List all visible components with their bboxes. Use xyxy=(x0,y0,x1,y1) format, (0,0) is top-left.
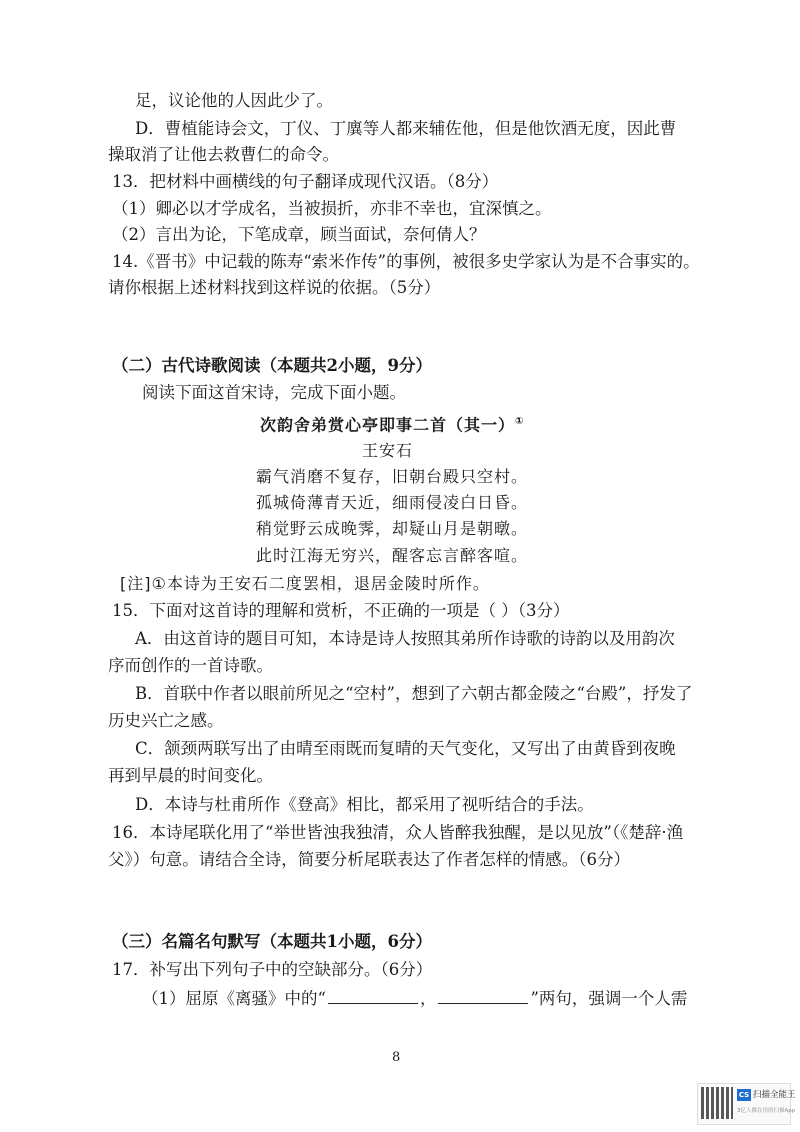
option-line: A．由这首诗的题目可知，本诗是诗人按照其弟所作诗歌的诗韵以及用韵次 xyxy=(135,629,675,648)
scanner-sub: 3亿人都在用的扫描App xyxy=(737,1108,796,1114)
poetry-intro: 阅读下面这首宋诗，完成下面小题。 xyxy=(142,383,406,402)
scanner-watermark xyxy=(697,1083,796,1125)
qr-code-icon xyxy=(701,1087,733,1119)
question-16-cont: 父》）句意。请结合全诗，简要分析尾联表达了作者怎样的情感。（6分） xyxy=(108,850,630,869)
answer-blank[interactable] xyxy=(328,987,418,1004)
option-line: 再到早晨的时间变化。 xyxy=(108,766,273,785)
camscanner-logo: CS xyxy=(738,1091,750,1099)
option-line: D．本诗与杜甫所作《登高》相比，都采用了视听结合的手法。 xyxy=(135,795,594,814)
poem-verse: 孤城倚薄青天近，细雨侵凌白日昏。 xyxy=(256,493,529,512)
option-line: 历史兴亡之感。 xyxy=(108,711,224,730)
question-14: 14.《晋书》中记载的陈寿“索米作传”的事例，被很多史学家认为是不合事实的。 xyxy=(112,252,700,271)
option-line: 序而创作的一首诗歌。 xyxy=(108,656,273,675)
answer-blank[interactable] xyxy=(438,987,528,1004)
section-heading-recitation: （三）名篇名句默写（本题共1小题，6分） xyxy=(112,932,432,951)
scanner-name: 扫描全能王 xyxy=(753,1090,796,1100)
poem-verse: 此时江海无穷兴，醒客忘言醉客喧。 xyxy=(256,546,529,565)
question-13-item-2: （2）言出为论，下笔成章，顾当面试，奈何倩人？ xyxy=(112,225,486,244)
poem-author: 王安石 xyxy=(362,441,414,460)
option-line: C．颔颈两联写出了由晴至雨既而复晴的天气变化，又写出了由黄昏到夜晚 xyxy=(135,739,676,758)
text-line: 操取消了让他去救曹仁的命令。 xyxy=(108,145,339,164)
poem-title xyxy=(260,410,524,437)
poem-title-text: 次韵舍弟赏心亭即事二首（其一） xyxy=(260,415,516,435)
question-16: 16．本诗尾联化用了“举世皆浊我独清，众人皆醉我独醒，是以见放”（《楚辞·渔 xyxy=(112,823,684,842)
q17-prefix: （1）屈原《离骚》中的“ xyxy=(142,989,326,1008)
q17-suffix: ”两句，强调一个人需 xyxy=(530,989,688,1008)
page-number: 8 xyxy=(392,1050,401,1065)
option-line: B．首联中作者以眼前所见之“空村”，想到了六朝古都金陵之“台殿”，抒发了 xyxy=(135,684,693,703)
q17-sep: ， xyxy=(419,989,437,1008)
question-13-item-1: （1）卿必以才学成名，当被损折，亦非不幸也，宜深慎之。 xyxy=(112,199,552,218)
text-line: D．曹植能诗会文，丁仪、丁廙等人都来辅佐他，但是他饮酒无度，因此曹 xyxy=(135,119,677,138)
question-13: 13．把材料中画横线的句子翻译成现代汉语。（8分） xyxy=(112,172,499,191)
footnote-mark: ① xyxy=(515,416,525,427)
text-line: 足，议论他的人因此少了。 xyxy=(135,91,333,110)
question-17: 17．补写出下列句子中的空缺部分。（6分） xyxy=(112,960,433,979)
question-17-item-1 xyxy=(142,987,687,1011)
question-15: 15．下面对这首诗的理解和赏析，不正确的一项是（ ）（3分） xyxy=(112,601,570,620)
poem-note: [注]①本诗为王安石二度罢相，退居金陵时所作。 xyxy=(120,574,490,593)
question-14-cont: 请你根据上述材料找到这样说的依据。（5分） xyxy=(108,278,441,297)
poem-verse: 霸气消磨不复存，旧朝台殿只空村。 xyxy=(256,467,529,486)
section-heading-poetry: （二）古代诗歌阅读（本题共2小题，9分） xyxy=(112,356,432,375)
poem-verse: 稍觉野云成晚霁，却疑山月是朝暾。 xyxy=(256,519,529,538)
